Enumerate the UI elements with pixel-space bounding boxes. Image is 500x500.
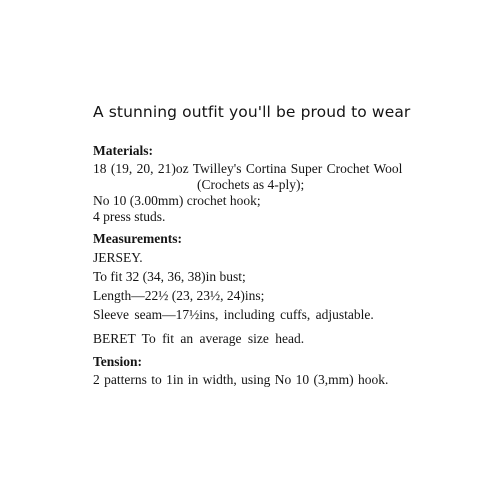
measurements-line-length: Length—22½ (23, 23½, 24)ins;: [93, 288, 265, 303]
tension-heading: Tension:: [93, 354, 143, 369]
materials-line-yarn: 18 (19, 20, 21)oz Twilley's Cortina Super Crochet Wool: [93, 161, 403, 176]
measurements-line-sleeve: Sleeve seam—17½ins, including cuffs, adjustable.: [93, 307, 374, 322]
materials-line-studs: 4 press studs.: [93, 209, 166, 224]
materials-line-hook: No 10 (3.00mm) crochet hook;: [93, 193, 261, 208]
materials-heading: Materials:: [93, 143, 153, 158]
measurements-line-bust: To fit 32 (34, 36, 38)in bust;: [93, 269, 246, 284]
measurements-heading: Measurements:: [93, 231, 182, 246]
measurements-line-jersey: JERSEY.: [93, 250, 143, 265]
measurements-line-beret: BERET To fit an average size head.: [93, 331, 305, 346]
materials-line-ply: (Crochets as 4-ply);: [197, 177, 305, 192]
headline: A stunning outfit you'll be proud to wear: [93, 103, 411, 121]
tension-line: 2 patterns to 1in in width, using No 10 (3,mm) hook.: [93, 372, 389, 387]
